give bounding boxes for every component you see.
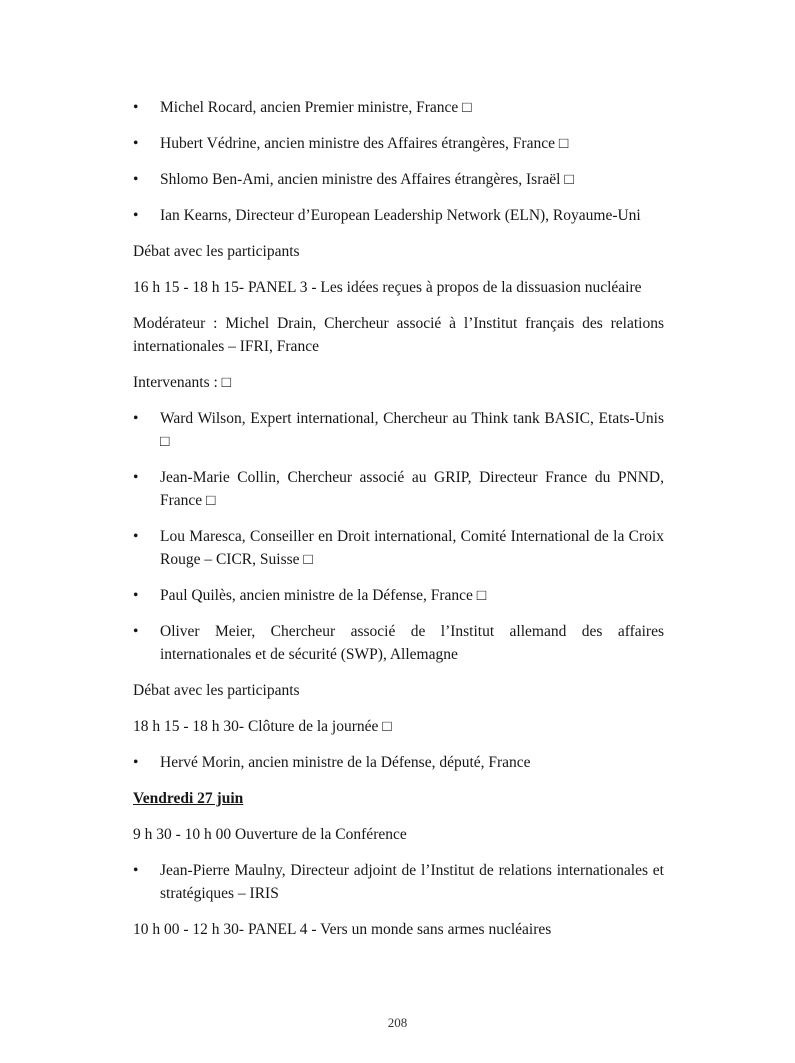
bullet-marker: •: [133, 587, 139, 604]
page-number: 208: [387, 1015, 408, 1030]
list-item: [133, 168, 664, 191]
list-item-text: Ian Kearns, Directeur d’European Leadership Network (ELN), Royaume-Uni: [160, 207, 641, 224]
list-item: [133, 204, 664, 227]
list-item-text: Lou Maresca, Conseiller en Droit international, Comité International de la Croix Rouge – CICR, Suisse □: [160, 528, 664, 568]
list-item-text: Hervé Morin, ancien ministre de la Défense, député, France: [160, 754, 531, 771]
bullet-marker: •: [133, 528, 139, 545]
document-body: [133, 96, 664, 954]
bullet-marker: •: [133, 135, 139, 152]
list-item: [133, 584, 664, 607]
section-heading: Vendredi 27 juin: [133, 790, 244, 807]
list-item: [133, 407, 664, 453]
paragraph: 16 h 15 - 18 h 15- PANEL 3 - Les idées reçues à propos de la dissuasion nucléaire: [133, 279, 642, 296]
list-item: [133, 859, 664, 905]
page-footer: [0, 1015, 795, 1031]
list-item: [133, 751, 664, 774]
bullet-marker: •: [133, 754, 139, 771]
list-item-text: Michel Rocard, ancien Premier ministre, France □: [160, 99, 472, 116]
list-item-text: Jean-Marie Collin, Chercheur associé au GRIP, Directeur France du PNND, France □: [160, 469, 664, 509]
list-item: [133, 466, 664, 512]
list-item-text: Oliver Meier, Chercheur associé de l’Institut allemand des affaires internationales et de sécurité (SWP), Allemagne: [160, 623, 664, 663]
paragraph: 18 h 15 - 18 h 30- Clôture de la journée □: [133, 718, 392, 735]
list-item: [133, 620, 664, 666]
bullet-marker: •: [133, 469, 139, 486]
bullet-marker: •: [133, 207, 139, 224]
paragraph: Modérateur : Michel Drain, Chercheur associé à l’Institut français des relations internationales – IFRI, France: [133, 315, 664, 355]
paragraph: 10 h 00 - 12 h 30- PANEL 4 - Vers un monde sans armes nucléaires: [133, 921, 552, 938]
list-item-text: Paul Quilès, ancien ministre de la Défense, France □: [160, 587, 487, 604]
paragraph: Débat avec les participants: [133, 243, 300, 260]
list-item-text: Hubert Védrine, ancien ministre des Affaires étrangères, France □: [160, 135, 569, 152]
bullet-marker: •: [133, 410, 139, 427]
list-item-text: Shlomo Ben-Ami, ancien ministre des Affaires étrangères, Israël □: [160, 171, 574, 188]
list-item: [133, 96, 664, 119]
list-item-text: Ward Wilson, Expert international, Chercheur au Think tank BASIC, Etats-Unis □: [160, 410, 664, 450]
paragraph: Débat avec les participants: [133, 682, 300, 699]
list-item-text: Jean-Pierre Maulny, Directeur adjoint de l’Institut de relations internationales et stratégiques – IRIS: [160, 862, 664, 902]
list-item: [133, 132, 664, 155]
bullet-marker: •: [133, 171, 139, 188]
bullet-marker: •: [133, 862, 139, 879]
paragraph: Intervenants : □: [133, 374, 232, 391]
bullet-marker: •: [133, 99, 139, 116]
list-item: [133, 525, 664, 571]
paragraph: 9 h 30 - 10 h 00 Ouverture de la Conférence: [133, 826, 407, 843]
bullet-marker: •: [133, 623, 139, 640]
